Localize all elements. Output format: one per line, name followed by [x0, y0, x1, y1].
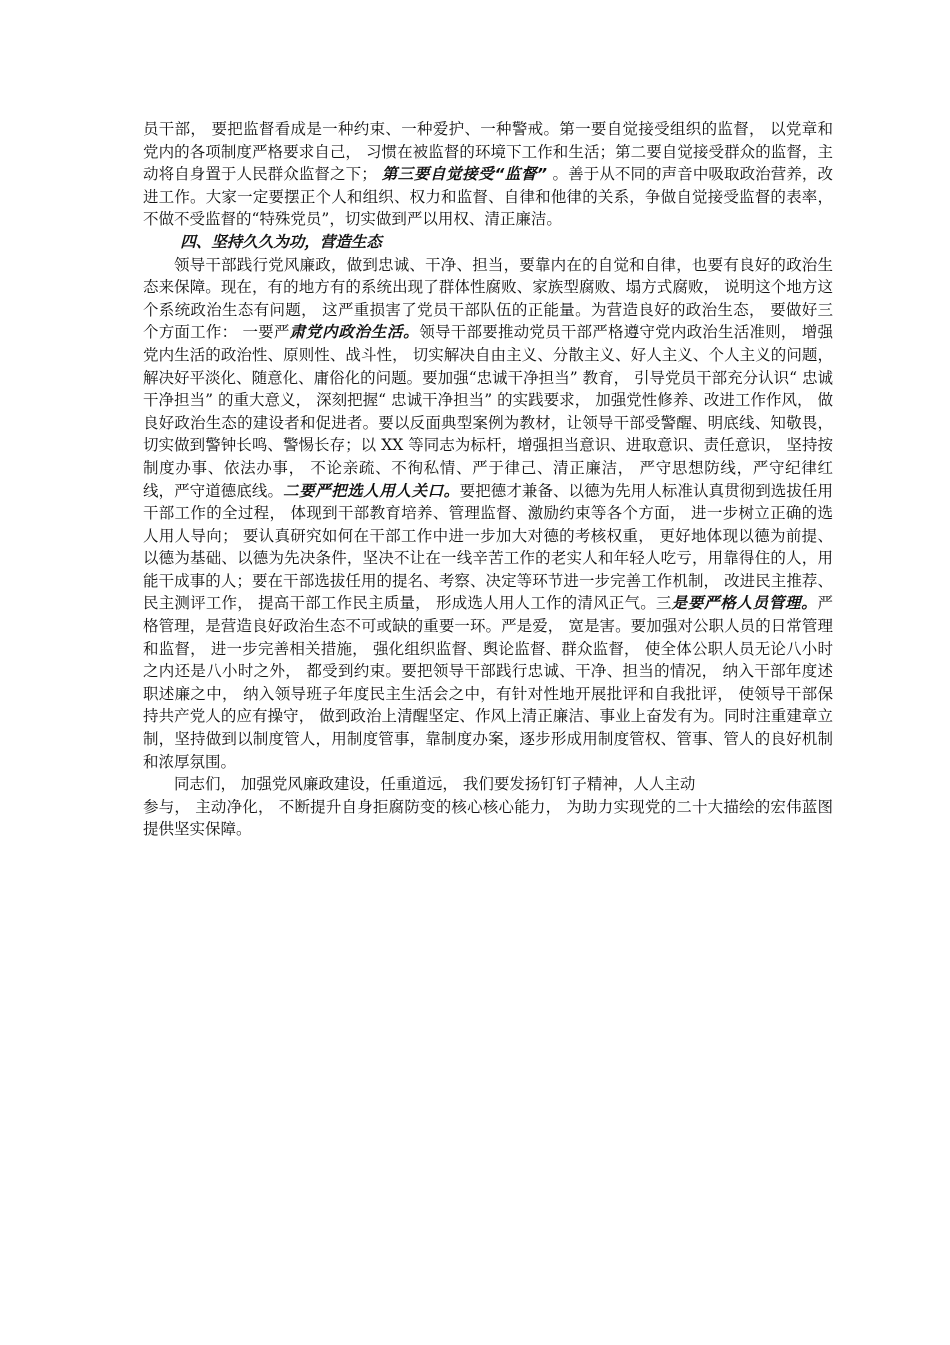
section-heading: 四、坚持久久为功，营造生态 — [180, 232, 382, 251]
emphasis-text: 二要严把选人用人关口。 — [283, 481, 460, 500]
paragraph-text: 严格管理，是营造良好政治生态不可或缺的重要一环。严是爱， 宽是害。要加强对公职人员的日常管理和监督， 进一步完善相关措施， 强化组织监督、舆论监督、群众监督， 使全体公职人员无论八小时之内还是八小时之外， 都受到约束。要把领导干部践行忠诚、干净、担当的情况， 纳入干部年度述职述廉之中， 纳入领导班子年度民主生活会之中，有针对性地开展批评和自我批评， 使领导干部保持共产党人的应有操守， 做到政治上清醒坚定、作风上清正廉洁、事业上奋发有为。同时注重建章立制，坚持做到以制度管人，用制度管事，靠制度办案，逐步形成用制度管权、管事、管人的良好机制和浓厚氛围。 — [143, 594, 833, 771]
emphasis-text: 肃党内政治生活。 — [289, 323, 420, 342]
paragraph-text: 领导干部要推动党员干部严格遵守党内政治生活准则， 增强党内生活的政治性、原则性、战斗性， 切实解决自由主义、分散主义、好人主义、个人主义的问题， 解决好平淡化、随意化、庸俗化的问题。要加强“忠诚干净担当” 教育， 引导党员干部充分认识“ 忠诚干净担当” 的重大意义， 深刻把握“ 忠诚干净担当” 的实践要求， 加强党性修养、改进工作作风， 做良好政治生态的建设者和促进者。要以反面典型案例为教材，让领导干部受警醒、明底线、知敬畏， 切实做到警钟长鸣、警惕长存；以 XX 等同志为标杆，增强担当意识、进取意识、责任意识， 坚持按制度办事、依法办事， 不论亲疏、不徇私情、严于律己、清正廉洁， 严守思想防线，严守纪律红线，严守道德底线。 — [143, 323, 833, 500]
paragraph-closing-line1: 同志们， 加强党风廉政建设，任重道远， 我们要发扬钉钉子精神，人人主动 — [174, 775, 696, 794]
paragraph-text: 员干部， 要把监督看成是一种约束、一种爱护、一种警戒。第一要自觉接受组织的监督， 以党章和党内的各项制度严格要求自己， 习惯在被监督的环境下工作和生活；第二要自觉接受群众的监督，主动将自身置于人民群众监督之下； — [143, 120, 833, 184]
paragraph-political-ecology — [143, 254, 833, 774]
paragraph-text: 要把德才兼备、以德为先用人标准认真贯彻到选拔任用干部工作的全过程， 体现到干部教育培养、管理监督、激励约束等各个方面， 进一步树立正确的选人用人导向； 要认真研究如何在干部工作中进一步加大对德的考核权重， 更好地体现以德为前提、以德为基础、以德为先决条件，坚决不让在一线辛苦工作的老实人和年轻人吃亏，用靠得住的人，用能干成事的人；要在干部选拔任用的提名、考察、决定等环节进一步完善工作机制， 改进民主推荐、民主测评工作， 提高干部工作民主质量， 形成选人用人工作的清风正气。三 — [143, 481, 833, 613]
paragraph-supervision — [143, 118, 833, 231]
paragraph-closing-line2: 参与， 主动净化， 不断提升自身拒腐防变的核心核心能力， 为助力实现党的二十大描绘的宏伟蓝图提供坚实保障。 — [143, 797, 833, 839]
paragraph-text: 。善于从不同的声音中吸取政治营养，改进工作。大家一定要摆正个人和组织、权力和监督、自律和他律的关系，争做自觉接受监督的表率， 不做不受监督的“特殊党员”，切实做到严以用权、清正廉洁。 — [143, 165, 834, 229]
paragraph-text: 领导干部践行党风廉政，做到忠诚、干净、担当，要靠内在的自觉和自律，也要有良好的政治生态来保障。现在，有的地方有的系统出现了群体性腐败、家族型腐败、塌方式腐败， 说明这个地方这个系统政治生态有问题， 这严重损害了党员干部队伍的正能量。为营造良好的政治生态， 要做好三个方面工作： 一要严 — [143, 255, 833, 342]
emphasis-text: 第三要自觉接受“监督” — [381, 165, 548, 184]
document-body — [143, 118, 833, 841]
emphasis-text: 是要严格人员管理。 — [671, 594, 818, 613]
